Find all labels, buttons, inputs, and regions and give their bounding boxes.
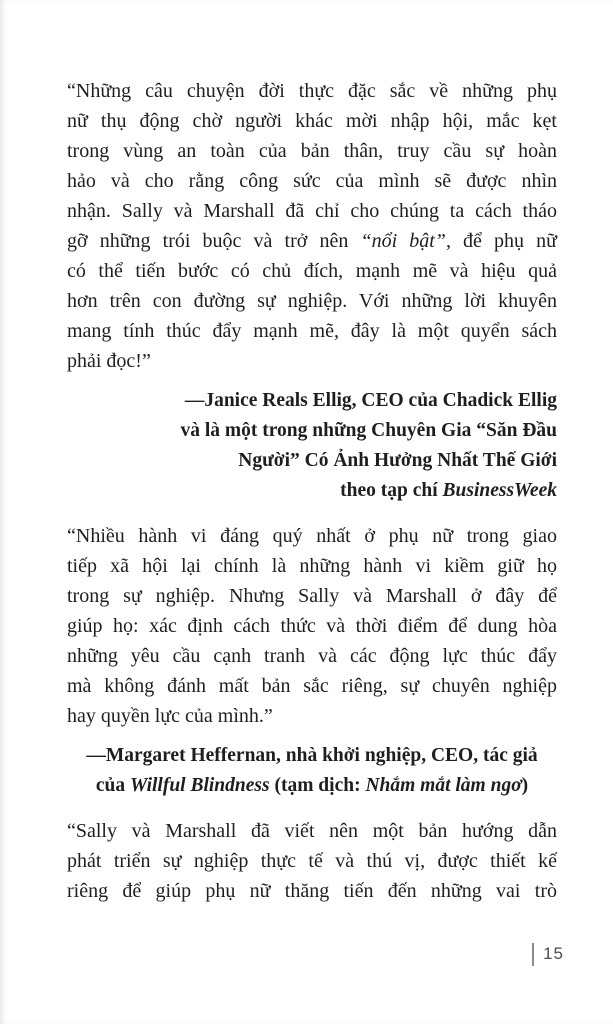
- text-run: —Janice Reals Ellig, CEO của Chadick Ellig: [184, 390, 557, 411]
- text-line: [67, 136, 557, 166]
- text-run: và là một trong những Chuyên Gia “Săn Đầu: [180, 420, 557, 441]
- text-line: [67, 551, 557, 581]
- text-line: [67, 641, 557, 671]
- page-number-divider: [532, 943, 534, 966]
- text-line: [67, 256, 557, 286]
- page-content: [67, 76, 557, 906]
- text-run: những yêu cầu cạnh tranh và các động lực thúc đẩy: [67, 645, 557, 667]
- text-line: [67, 226, 557, 256]
- text-run: hay quyền lực của mình.”: [67, 705, 273, 727]
- text-run: —Margaret Heffernan, nhà khởi nghiệp, CEO, tác giả: [86, 745, 538, 766]
- text-line: [67, 771, 557, 801]
- text-run: nhận. Sally và Marshall đã chỉ cho chúng ta cách tháo: [67, 200, 557, 222]
- italic-text-run: Nhắm mắt làm ngơ: [365, 775, 522, 796]
- text-run: của: [95, 775, 130, 796]
- text-run: ): [521, 775, 529, 796]
- text-line: [67, 476, 557, 506]
- text-run: hảo và cho rằng công sức của mình sẽ được nhìn: [67, 170, 557, 192]
- text-run: giúp họ: xác định cách thức và thời điểm để dung hòa: [67, 615, 557, 637]
- text-line: [67, 671, 557, 701]
- text-line: [67, 446, 557, 476]
- text-run: (tạm dịch:: [269, 775, 366, 796]
- text-run: tiếp xã hội lại chính là những hành vi kiềm giữ họ: [67, 555, 557, 577]
- text-run: gỡ những trói buộc và trở nên: [67, 230, 361, 252]
- text-run: trong vùng an toàn của bản thân, truy cầu sự hoàn: [67, 140, 557, 162]
- text-run: phải đọc!”: [67, 350, 151, 372]
- text-line: [67, 166, 557, 196]
- text-run: có thể tiến bước có chủ đích, mạnh mẽ và hiệu quả: [67, 260, 557, 282]
- quote-paragraph: [67, 816, 557, 906]
- text-line: [67, 876, 557, 906]
- text-line: [67, 196, 557, 226]
- text-line: [67, 581, 557, 611]
- attribution: [67, 386, 557, 506]
- quote-paragraph: [67, 76, 557, 376]
- text-line: [67, 701, 557, 731]
- text-run: “Nhiều hành vi đáng quý nhất ở phụ nữ trong giao: [67, 525, 557, 547]
- text-run: riêng để giúp phụ nữ thăng tiến đến những vai trò: [67, 880, 557, 902]
- italic-text-run: Willful Blindness: [129, 775, 270, 796]
- text-run: , để phụ nữ: [445, 230, 558, 252]
- text-line: [67, 521, 557, 551]
- text-run: “Sally và Marshall đã viết nên một bản hướng dẫn: [67, 820, 557, 842]
- attribution: [67, 741, 557, 801]
- text-line: [67, 346, 557, 376]
- page-number: 15: [543, 944, 564, 963]
- text-run: trong sự nghiệp. Nhưng Sally và Marshall ở đây để: [67, 585, 557, 607]
- text-line: [67, 286, 557, 316]
- italic-text-run: BusinessWeek: [442, 480, 557, 501]
- text-line: [67, 846, 557, 876]
- quote-paragraph: [67, 521, 557, 731]
- text-run: mà không đánh mất bản sắc riêng, sự chuyên nghiệp: [67, 675, 557, 697]
- text-line: [67, 416, 557, 446]
- page-number-container: [532, 941, 564, 967]
- text-run: phát triển sự nghiệp thực tế và thú vị, được thiết kế: [67, 850, 557, 872]
- text-run: “Những câu chuyện đời thực đặc sắc về những phụ: [67, 80, 557, 102]
- text-line: [67, 611, 557, 641]
- text-run: Người” Có Ảnh Hưởng Nhất Thế Giới: [238, 450, 557, 471]
- text-line: [67, 386, 557, 416]
- text-line: [67, 816, 557, 846]
- text-run: hơn trên con đường sự nghiệp. Với những lời khuyên: [67, 290, 557, 312]
- text-line: [67, 76, 557, 106]
- italic-text-run: “nổi bật”: [360, 230, 446, 252]
- text-line: [67, 741, 557, 771]
- text-line: [67, 106, 557, 136]
- text-run: theo tạp chí: [340, 480, 443, 501]
- text-run: mang tính thúc đẩy mạnh mẽ, đây là một quyển sách: [67, 320, 557, 342]
- text-line: [67, 316, 557, 346]
- text-run: nữ thụ động chờ người khác mời nhập hội, mắc kẹt: [67, 110, 557, 132]
